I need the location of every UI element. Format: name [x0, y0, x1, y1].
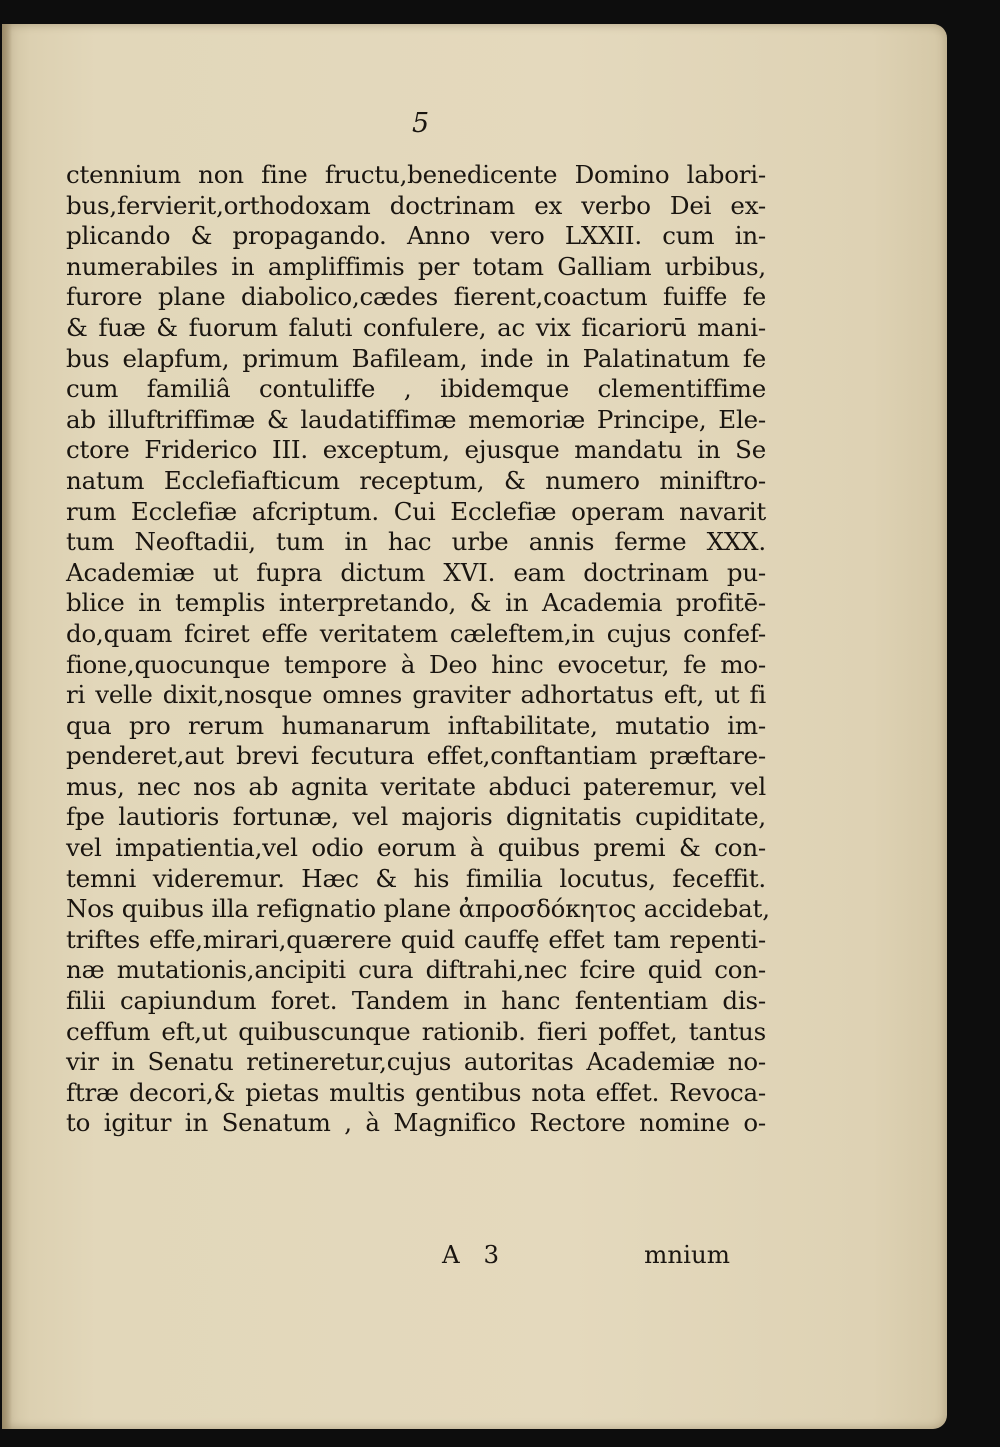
text-line: furore plane diabolico,cædes fierent,coactum fuiffe fe [66, 282, 766, 312]
text-line: Academiæ ut fupra dictum XVI. eam doctrinam pu- [66, 557, 766, 587]
text-line: ceffum eft,ut quibuscunque rationib. fieri poffet, tantus [66, 1016, 766, 1046]
text-line: plicando & propagando. Anno vero LXXII. cum in- [66, 221, 766, 251]
text-line: ctennium non fine fructu,benedicente Domino labori- [66, 160, 766, 189]
signature-mark: A 3 [442, 1240, 508, 1269]
text-line: blice in templis interpretando, & in Academia profitē- [66, 588, 766, 618]
text-line: ctore Friderico III. exceptum, ejusque mandatu in Se [66, 435, 766, 465]
text-line: filii capiundum foret. Tandem in hanc fententiam dis- [66, 986, 766, 1016]
book-page [2, 24, 947, 1429]
body-text [66, 160, 770, 1139]
footer-line [66, 1240, 766, 1274]
text-line: næ mutationis,ancipiti cura diftrahi,nec fcire quid con- [66, 955, 766, 985]
catchword: mnium [644, 1240, 730, 1269]
text-line: ftræ decori,& pietas multis gentibus nota effet. Revoca- [66, 1077, 766, 1107]
text-line: fpe lautioris fortunæ, vel majoris dignitatis cupiditate, [66, 802, 766, 832]
page-gutter-shadow [2, 24, 12, 1429]
text-line: bus elapfum, primum Bafileam, inde in Palatinatum fe [66, 343, 766, 373]
text-line: penderet,aut brevi fecutura effet,conftantiam præftare- [66, 741, 766, 771]
text-line: qua pro rerum humanarum inftabilitate, mutatio im- [66, 710, 766, 740]
text-line: to igitur in Senatum , à Magnifico Rectore nomine o- [66, 1108, 766, 1138]
text-line: tum Neoftadii, tum in hac urbe annis ferme XXX. [66, 527, 766, 557]
text-line: vir in Senatu retineretur,cujus autoritas Academiæ no- [66, 1047, 766, 1077]
page-number: 5 [412, 108, 430, 139]
text-line: triftes effe,mirari,quærere quid cauffę effet tam repenti- [66, 924, 766, 954]
text-line: ab illuftriffimæ & laudatiffimæ memoriæ Principe, Ele- [66, 404, 766, 434]
text-line: Nos quibus illa refignatio plane ἀπροσδόκητος accidebat, [66, 894, 770, 924]
text-line: ri velle dixit,nosque omnes graviter adhortatus eft, ut fi [66, 680, 766, 710]
text-line: vel impatientia,vel odio eorum à quibus premi & con- [66, 833, 766, 863]
text-line: bus,fervierit,orthodoxam doctrinam ex verbo Dei ex- [66, 190, 766, 220]
text-line: numerabiles in ampliffimis per totam Galliam urbibus, [66, 251, 766, 281]
text-line: do,quam fciret effe veritatem cæleftem,in cujus confef- [66, 618, 766, 648]
text-line: rum Ecclefiæ afcriptum. Cui Ecclefiæ operam navarit [66, 496, 766, 526]
text-line: temni videremur. Hæc & his fimilia locutus, feceffit. [66, 863, 766, 893]
text-line: fione,quocunque tempore à Deo hinc evocetur, fe mo- [66, 649, 766, 679]
text-line: & fuæ & fuorum faluti confulere, ac vix ficariorū mani- [66, 312, 766, 342]
text-line: natum Ecclefiafticum receptum, & numero miniftro- [66, 465, 766, 495]
text-line: mus, nec nos ab agnita veritate abduci pateremur, vel [66, 771, 766, 801]
text-line: cum familiâ contuliffe , ibidemque clementiffime [66, 374, 766, 404]
